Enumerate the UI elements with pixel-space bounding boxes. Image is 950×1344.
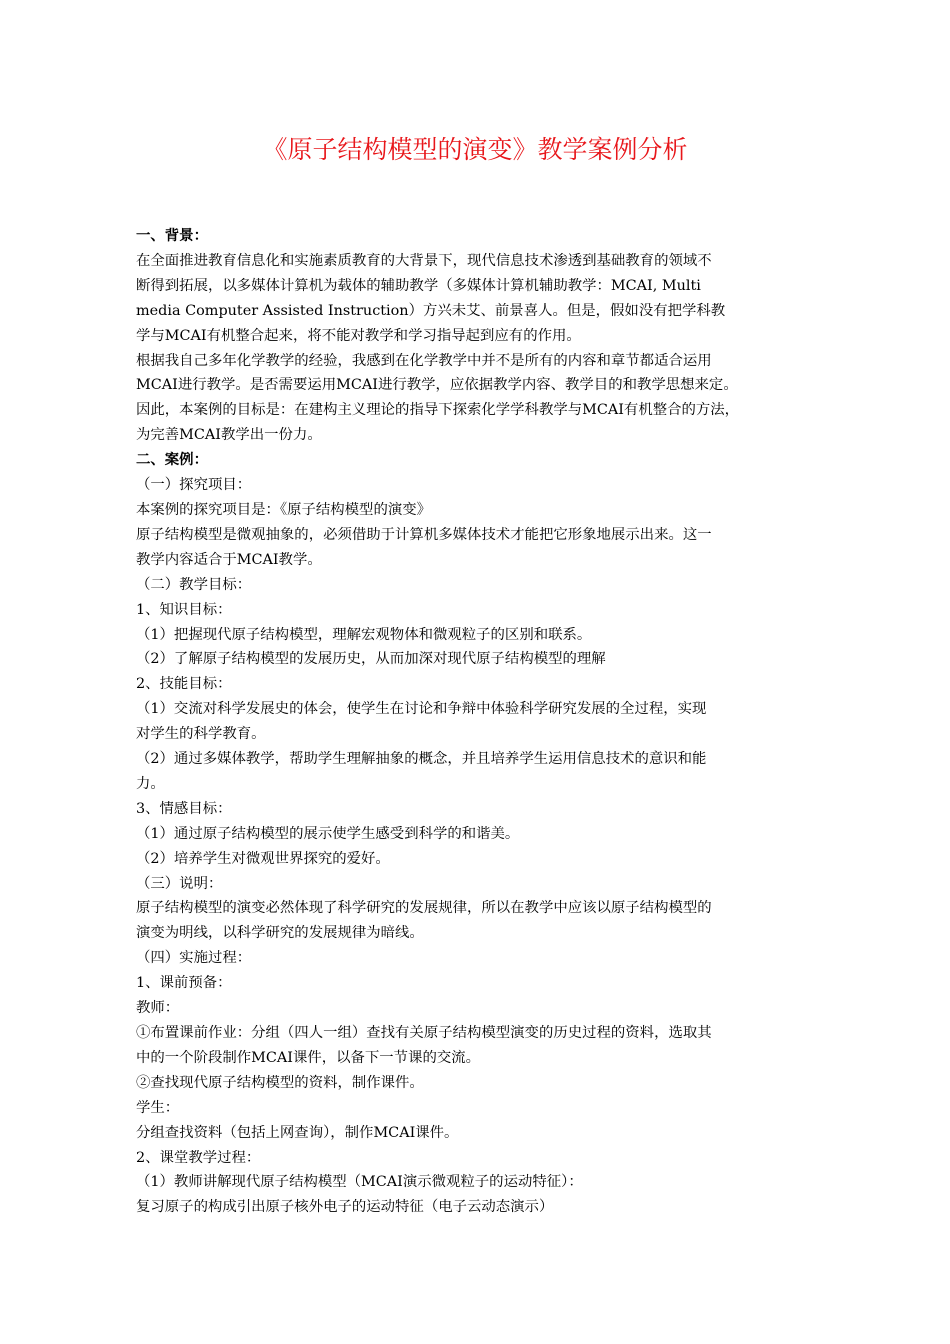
document-title: 《原子结构模型的演变》教学案例分析 [262,135,688,164]
subheading-line: （一）探究项目： [136,477,252,494]
paragraph-line: （1）交流对科学发展史的体会，使学生在讨论和争辩中体验科学研究发展的全过程，实现 [136,701,707,718]
paragraph-line: 根据我自己多年化学教学的经验，我感到在化学教学中并不是所有的内容和章节都适合运用 [136,352,712,369]
paragraph-line: 为完善MCAI教学出一份力。 [136,427,322,444]
paragraph-line: 对学生的科学教育。 [136,726,266,743]
paragraph-line: 原子结构模型的演变必然体现了科学研究的发展规律，所以在教学中应该以原子结构模型的 [136,900,712,917]
paragraph-line: 教师： [136,1000,180,1017]
paragraph-line: （1）教师讲解现代原子结构模型（MCAI演示微观粒子的运动特征）： [136,1174,583,1191]
paragraph-line: 教学内容适合于MCAI教学。 [136,551,322,568]
paragraph-line: （2）了解原子结构模型的发展历史，从而加深对现代原子结构模型的理解 [136,651,606,668]
paragraph-line: 1、知识目标： [136,601,232,618]
section-heading-case: 二、案例： [136,452,208,469]
paragraph-line: 1、课前预备： [136,975,232,992]
paragraph-line: 复习原子的构成引出原子核外电子的运动特征（电子云动态演示） [136,1199,554,1216]
paragraph-line: 原子结构模型是微观抽象的，必须借助于计算机多媒体技术才能把它形象地展示出来。这一 [136,526,712,543]
subheading-line: （四）实施过程： [136,950,252,967]
paragraph-line: （2）通过多媒体教学，帮助学生理解抽象的概念，并且培养学生运用信息技术的意识和能 [136,751,707,768]
paragraph-line: 学生： [136,1099,180,1116]
paragraph-line: （1）通过原子结构模型的展示使学生感受到科学的和谐美。 [136,825,520,842]
paragraph-line: ②查找现代原子结构模型的资料，制作课件。 [136,1074,424,1091]
paragraph-line: 在全面推进教育信息化和实施素质教育的大背景下，现代信息技术渗透到基础教育的领域不 [136,252,712,269]
paragraph-line: （2）培养学生对微观世界探究的爱好。 [136,850,390,867]
paragraph-line: 断得到拓展，以多媒体计算机为载体的辅助教学（多媒体计算机辅助教学：MCAI, Multi [136,277,701,294]
paragraph-line: 因此，本案例的目标是：在建构主义理论的指导下探索化学学科教学与MCAI有机整合的方法， [136,402,740,419]
paragraph-line: （1）把握现代原子结构模型，理解宏观物体和微观粒子的区别和联系。 [136,626,592,643]
paragraph-line: 3、情感目标： [136,800,232,817]
paragraph-line: 2、课堂教学过程： [136,1149,261,1166]
paragraph-line: 2、技能目标： [136,676,232,693]
paragraph-line: 中的一个阶段制作MCAI课件，以备下一节课的交流。 [136,1049,481,1066]
paragraph-line: media Computer Assisted Instruction）方兴未艾、前景喜人。但是，假如没有把学科教 [136,302,726,319]
subheading-line: （三）说明： [136,875,223,892]
paragraph-line: ①布置课前作业：分组（四人一组）查找有关原子结构模型演变的历史过程的资料，选取其 [136,1025,712,1041]
section-heading-background: 一、背景： [136,228,208,244]
paragraph-line: MCAI进行教学。是否需要运用MCAI进行教学，应依据教学内容、教学目的和教学思想来定。 [136,377,738,394]
paragraph-line: 演变为明线，以科学研究的发展规律为暗线。 [136,925,424,942]
subheading-line: （二）教学目标： [136,576,252,593]
paragraph-line: 本案例的探究项目是：《原子结构模型的演变》 [136,501,432,518]
document-body [136,224,816,1220]
paragraph-line: 学与MCAI有机整合起来，将不能对教学和学习指导起到应有的作用。 [136,327,581,344]
paragraph-line: 力。 [136,775,165,792]
paragraph-line: 分组查找资料（包括上网查询），制作MCAI课件。 [136,1124,459,1141]
